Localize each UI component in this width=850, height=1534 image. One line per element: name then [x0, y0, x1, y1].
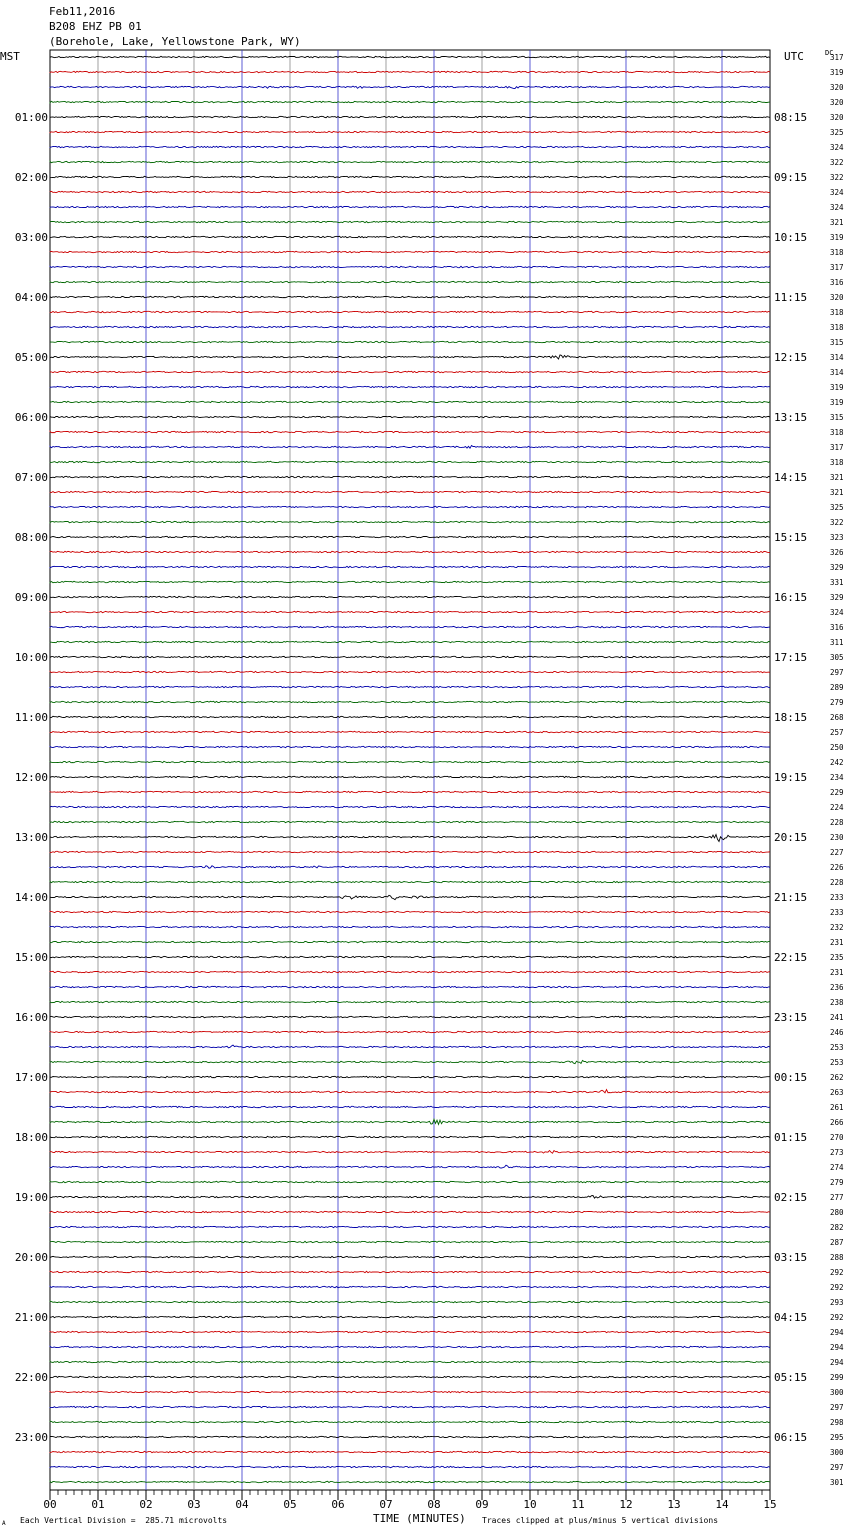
trace-row [50, 311, 770, 312]
trace-row [50, 821, 770, 822]
trace-row [50, 911, 770, 912]
time-axis [43, 1490, 776, 1511]
utc-hour-label: 17:15 [774, 651, 808, 664]
dc-value: 297 [830, 1403, 844, 1412]
dc-value: 314 [830, 368, 844, 377]
utc-hour-label: 10:15 [774, 231, 808, 244]
trace-row [50, 701, 770, 702]
trace-row [50, 431, 770, 432]
dc-value: 321 [830, 488, 844, 497]
dc-value: 253 [830, 1043, 844, 1052]
trace-row [50, 131, 770, 132]
dc-value: 234 [830, 773, 844, 782]
trace-row [50, 791, 770, 792]
trace-row [50, 355, 770, 359]
utc-hour-label: 18:15 [774, 711, 808, 724]
trace-row [50, 1271, 770, 1272]
x-tick-label: 11 [571, 1498, 585, 1511]
utc-hour-label: 19:15 [774, 771, 808, 784]
utc-hour-label: 04:15 [774, 1311, 808, 1324]
dc-value: 318 [830, 458, 844, 467]
left-timezone-label: MST [0, 50, 20, 63]
dc-value: 238 [830, 998, 844, 1007]
dc-value: 292 [830, 1313, 844, 1322]
dc-value: 317 [830, 53, 844, 62]
trace-row [50, 251, 770, 252]
dc-value: 320 [830, 98, 844, 107]
dc-value: 317 [830, 263, 844, 272]
mst-hour-label: 23:00 [14, 1431, 48, 1444]
dc-value: 279 [830, 1178, 844, 1187]
x-tick-label: 12 [619, 1498, 633, 1511]
trace-row [50, 146, 770, 147]
dc-value: 279 [830, 698, 844, 707]
trace-row [50, 941, 770, 942]
trace-row [50, 206, 770, 207]
x-tick-label: 04 [235, 1498, 249, 1511]
trace-row [50, 1451, 770, 1452]
dc-value: 253 [830, 1058, 844, 1067]
dc-value: 228 [830, 818, 844, 827]
dc-value: 319 [830, 233, 844, 242]
dc-value: 273 [830, 1148, 844, 1157]
dc-value: 224 [830, 803, 844, 812]
trace-row [50, 416, 770, 417]
mst-hour-label: 16:00 [14, 1011, 48, 1024]
trace-row [50, 401, 770, 402]
dc-value: 294 [830, 1358, 844, 1367]
dc-value: 231 [830, 938, 844, 947]
mst-hour-label: 14:00 [14, 891, 48, 904]
mst-hour-label: 22:00 [14, 1371, 48, 1384]
mst-hour-label: 20:00 [14, 1251, 48, 1264]
trace-row [50, 1361, 770, 1362]
dc-value: 300 [830, 1448, 844, 1457]
dc-value: 263 [830, 1088, 844, 1097]
dc-value: 311 [830, 638, 844, 647]
utc-hour-label: 23:15 [774, 1011, 808, 1024]
utc-hour-label: 14:15 [774, 471, 808, 484]
x-axis-title: TIME (MINUTES) [373, 1512, 466, 1525]
trace-row [50, 1060, 770, 1063]
dc-value: 257 [830, 728, 844, 737]
trace-row [50, 626, 770, 627]
dc-value: 241 [830, 1013, 844, 1022]
mst-hour-label: 01:00 [14, 111, 48, 124]
utc-hour-label: 00:15 [774, 1071, 808, 1084]
trace-row [50, 86, 770, 88]
trace-row [50, 581, 770, 582]
mst-hour-label: 12:00 [14, 771, 48, 784]
dc-value: 294 [830, 1343, 844, 1352]
mst-hour-label: 11:00 [14, 711, 48, 724]
dc-value: 228 [830, 878, 844, 887]
dc-value: 318 [830, 248, 844, 257]
trace-row [50, 1076, 770, 1077]
mst-hour-label: 18:00 [14, 1131, 48, 1144]
utc-hour-label: 15:15 [774, 531, 808, 544]
trace-row [50, 881, 770, 882]
dc-value: 236 [830, 983, 844, 992]
utc-hour-label: 05:15 [774, 1371, 808, 1384]
dc-value: 316 [830, 278, 844, 287]
trace-row [50, 746, 770, 747]
trace-row [50, 71, 770, 72]
trace-row [50, 551, 770, 552]
trace-row [50, 1136, 770, 1137]
mst-hour-label: 19:00 [14, 1191, 48, 1204]
trace-row [50, 101, 770, 102]
dc-value: 320 [830, 293, 844, 302]
trace-row [50, 596, 770, 597]
x-tick-label: 08 [427, 1498, 441, 1511]
dc-value: 320 [830, 113, 844, 122]
trace-row [50, 641, 770, 642]
dc-value: 262 [830, 1073, 844, 1082]
trace-row [50, 491, 770, 492]
x-tick-label: 09 [475, 1498, 489, 1511]
corner-mark: A [2, 1520, 6, 1527]
seismic-traces [50, 56, 770, 1482]
trace-row [50, 476, 770, 477]
x-tick-label: 10 [523, 1498, 537, 1511]
dc-value: 235 [830, 953, 844, 962]
dc-value: 318 [830, 323, 844, 332]
dc-value: 324 [830, 203, 844, 212]
dc-value: 325 [830, 128, 844, 137]
dc-value: 277 [830, 1193, 844, 1202]
dc-header-label: DC [825, 49, 834, 57]
x-tick-label: 13 [667, 1498, 681, 1511]
dc-value: 321 [830, 473, 844, 482]
dc-value: 315 [830, 413, 844, 422]
trace-row [50, 895, 770, 899]
utc-hour-label: 02:15 [774, 1191, 808, 1204]
dc-value: 319 [830, 68, 844, 77]
mst-hour-label: 03:00 [14, 231, 48, 244]
trace-row [50, 116, 770, 117]
trace-row [50, 566, 770, 567]
trace-row [50, 1481, 770, 1482]
x-tick-label: 05 [283, 1498, 297, 1511]
trace-row [50, 1301, 770, 1302]
trace-row [50, 611, 770, 612]
trace-row [50, 1181, 770, 1182]
trace-row [50, 1001, 770, 1002]
mst-hour-label: 13:00 [14, 831, 48, 844]
trace-row [50, 851, 770, 852]
trace-row [50, 1406, 770, 1407]
mst-hour-label: 21:00 [14, 1311, 48, 1324]
dc-value: 299 [830, 1373, 844, 1382]
utc-hour-label: 09:15 [774, 171, 808, 184]
dc-value: 233 [830, 893, 844, 902]
trace-row [50, 1316, 770, 1317]
trace-row [50, 986, 770, 987]
trace-row [50, 326, 770, 327]
utc-hour-label: 22:15 [774, 951, 808, 964]
mst-hour-label: 09:00 [14, 591, 48, 604]
dc-value: 324 [830, 143, 844, 152]
trace-row [50, 1286, 770, 1287]
x-tick-label: 15 [763, 1498, 777, 1511]
dc-value: 319 [830, 398, 844, 407]
trace-row [50, 1241, 770, 1242]
trace-row [50, 1031, 770, 1032]
right-timezone-label: UTC [784, 50, 804, 63]
trace-row [50, 671, 770, 672]
dc-value: 261 [830, 1103, 844, 1112]
dc-value: 329 [830, 593, 844, 602]
station-location: (Borehole, Lake, Yellowstone Park, WY) [49, 35, 301, 48]
trace-row [50, 56, 770, 57]
trace-row [50, 1391, 770, 1392]
dc-value: 297 [830, 1463, 844, 1472]
dc-value: 246 [830, 1028, 844, 1037]
dc-value: 324 [830, 188, 844, 197]
dc-value: 321 [830, 218, 844, 227]
dc-value: 319 [830, 383, 844, 392]
trace-row [50, 1211, 770, 1212]
trace-row [50, 1196, 770, 1199]
trace-row [50, 386, 770, 387]
mst-hour-label: 15:00 [14, 951, 48, 964]
dc-value: 292 [830, 1268, 844, 1277]
trace-row [50, 1045, 770, 1048]
trace-row [50, 266, 770, 267]
dc-value: 324 [830, 608, 844, 617]
x-tick-label: 07 [379, 1498, 393, 1511]
dc-value: 326 [830, 548, 844, 557]
dc-value: 295 [830, 1433, 844, 1442]
dc-value: 322 [830, 158, 844, 167]
trace-row [50, 1436, 770, 1437]
dc-value: 292 [830, 1283, 844, 1292]
utc-hour-label: 11:15 [774, 291, 808, 304]
dc-value: 318 [830, 308, 844, 317]
trace-row [50, 521, 770, 522]
trace-row [50, 1346, 770, 1347]
utc-hour-label: 21:15 [774, 891, 808, 904]
trace-row [50, 731, 770, 732]
dc-value: 230 [830, 833, 844, 842]
utc-hour-label: 16:15 [774, 591, 808, 604]
mst-hour-label: 17:00 [14, 1071, 48, 1084]
x-tick-label: 01 [91, 1498, 105, 1511]
dc-value: 329 [830, 563, 844, 572]
mst-hour-label: 05:00 [14, 351, 48, 364]
utc-hour-label: 06:15 [774, 1431, 808, 1444]
trace-row [50, 806, 770, 807]
dc-value: 331 [830, 578, 844, 587]
trace-row [50, 926, 770, 927]
trace-row [50, 686, 770, 687]
trace-row [50, 536, 770, 537]
left-hour-labels [15, 111, 48, 1444]
trace-row [50, 866, 770, 869]
dc-value: 280 [830, 1208, 844, 1217]
x-tick-label: 00 [43, 1498, 57, 1511]
trace-row [50, 1466, 770, 1467]
utc-hour-label: 01:15 [774, 1131, 808, 1144]
trace-row [50, 971, 770, 972]
mst-hour-label: 02:00 [14, 171, 48, 184]
dc-value: 289 [830, 683, 844, 692]
dc-value: 233 [830, 908, 844, 917]
dc-value: 270 [830, 1133, 844, 1142]
trace-row [50, 656, 770, 657]
dc-value: 314 [830, 353, 844, 362]
trace-row [50, 236, 770, 237]
trace-row [50, 1151, 770, 1154]
x-tick-label: 02 [139, 1498, 153, 1511]
x-tick-label: 03 [187, 1498, 201, 1511]
trace-row [50, 1331, 770, 1332]
dc-value: 293 [830, 1298, 844, 1307]
dc-value: 322 [830, 518, 844, 527]
trace-row [50, 371, 770, 372]
trace-row [50, 1226, 770, 1227]
dc-value: 294 [830, 1328, 844, 1337]
dc-value: 317 [830, 443, 844, 452]
trace-row [50, 1119, 770, 1124]
trace-row [50, 1106, 770, 1107]
dc-value: 288 [830, 1253, 844, 1262]
dc-value: 242 [830, 758, 844, 767]
dc-value: 266 [830, 1118, 844, 1127]
trace-row [50, 1421, 770, 1422]
mst-hour-label: 10:00 [14, 651, 48, 664]
plot-date: Feb11,2016 [49, 5, 116, 18]
dc-values [830, 53, 844, 1487]
trace-row [50, 1016, 770, 1017]
trace-row [50, 776, 770, 777]
dc-value: 250 [830, 743, 844, 752]
right-hour-labels [774, 111, 807, 1444]
trace-row [50, 506, 770, 507]
dc-value: 316 [830, 623, 844, 632]
dc-value: 268 [830, 713, 844, 722]
dc-value: 320 [830, 83, 844, 92]
trace-row [50, 176, 770, 177]
dc-value: 322 [830, 173, 844, 182]
trace-row [50, 761, 770, 762]
dc-value: 226 [830, 863, 844, 872]
vertical-division-note: Each Vertical Division = 285.71 microvolts [20, 1516, 228, 1525]
dc-value: 305 [830, 653, 844, 662]
mst-hour-label: 04:00 [14, 291, 48, 304]
trace-row [50, 1090, 770, 1093]
dc-value: 315 [830, 338, 844, 347]
dc-value: 300 [830, 1388, 844, 1397]
dc-value: 301 [830, 1478, 844, 1487]
mst-hour-label: 07:00 [14, 471, 48, 484]
trace-row [50, 281, 770, 282]
trace-row [50, 191, 770, 192]
dc-value: 318 [830, 428, 844, 437]
trace-row [50, 296, 770, 297]
utc-hour-label: 20:15 [774, 831, 808, 844]
clip-note: Traces clipped at plus/minus 5 vertical divisions [482, 1516, 719, 1525]
trace-row [50, 1256, 770, 1257]
trace-row [50, 716, 770, 717]
trace-row [50, 956, 770, 957]
trace-row [50, 461, 770, 462]
station-code: B208 EHZ PB 01 [49, 20, 142, 33]
utc-hour-label: 03:15 [774, 1251, 808, 1264]
dc-value: 287 [830, 1238, 844, 1247]
dc-value: 282 [830, 1223, 844, 1232]
trace-row [50, 1165, 770, 1168]
trace-row [50, 341, 770, 342]
x-tick-label: 06 [331, 1498, 345, 1511]
utc-hour-label: 13:15 [774, 411, 808, 424]
dc-value: 325 [830, 503, 844, 512]
dc-value: 227 [830, 848, 844, 857]
trace-row [50, 446, 770, 449]
utc-hour-label: 12:15 [774, 351, 808, 364]
trace-row [50, 835, 770, 842]
mst-hour-label: 06:00 [14, 411, 48, 424]
dc-value: 232 [830, 923, 844, 932]
trace-row [50, 1376, 770, 1377]
x-tick-label: 14 [715, 1498, 729, 1511]
dc-value: 298 [830, 1418, 844, 1427]
trace-row [50, 161, 770, 162]
dc-value: 274 [830, 1163, 844, 1172]
dc-value: 231 [830, 968, 844, 977]
dc-value: 323 [830, 533, 844, 542]
trace-row [50, 221, 770, 222]
mst-hour-label: 08:00 [14, 531, 48, 544]
dc-value: 297 [830, 668, 844, 677]
utc-hour-label: 08:15 [774, 111, 808, 124]
dc-value: 229 [830, 788, 844, 797]
